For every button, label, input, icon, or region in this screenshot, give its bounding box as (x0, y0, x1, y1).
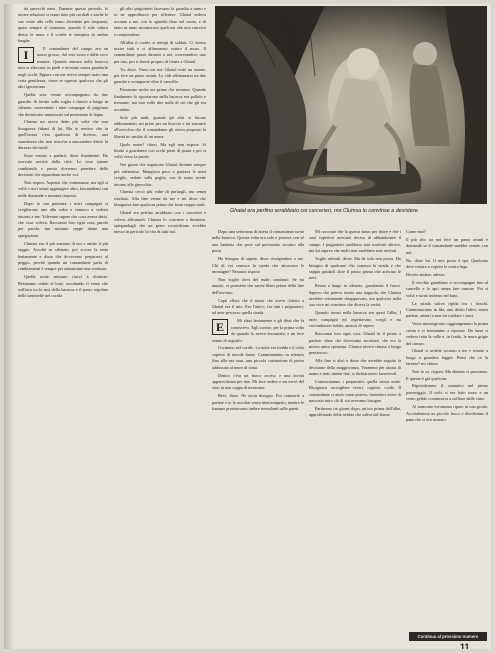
article-paragraph (18, 274, 108, 300)
article-paragraph (212, 318, 304, 344)
drop-cap-letter: E (212, 319, 228, 335)
article-paragraph (309, 379, 401, 405)
article-paragraph (406, 258, 488, 271)
paragraph-text: da parecchi mesi. Durante questo periodo, le nostre relazioni si erano fatte più cordiali e anche le sue visite alla cella erano diventate più frequenti, quasi sempre al tramonto, quando il sole calava dietro le mura e il cortile si riempiva di ombre lunghe. (18, 6, 108, 44)
article-paragraph (406, 229, 488, 235)
article-paragraph (212, 229, 304, 255)
paragraph-text: Il più alto tra noi fece un passo avanti e domandò se il comandante sarebbe venuto con noi. (406, 236, 488, 255)
article-paragraph (18, 6, 108, 44)
drop-cap-letter: I (18, 47, 34, 63)
paragraph-text: La strada saliva ripida tra i boschi. Camminavamo in fila, uno dietro l'altro, senza parlare, attenti a non far rotolare i sassi. (406, 300, 488, 319)
article-paragraph (18, 241, 108, 273)
story-illustration (215, 6, 487, 204)
paragraph-text: Il comandante del campo era un uomo grosso, dal viso rosso e dalla voce tonante. Quando entrava nella baracca tutti si alzavano in piedi e nessuno osava guardarlo negli occhi. Eppure con me aveva sempre usato una certa gentilezza, come se sapesse qualcosa che gli altri ignoravano. (18, 45, 108, 90)
article-paragraph (309, 358, 401, 377)
paragraph-text: Mi raccontò che la guerra stava per finire e che i suoi superiori avevano deciso di abbandonare il campo. I prigionieri sarebbero stati trasferiti altrove, ma lui sapeva che molti non sarebbero mai arrivati. (309, 229, 401, 254)
article-paragraph (114, 87, 206, 113)
text-column-4 (309, 229, 401, 642)
paragraph-text: Quella sera venne accompagnato da due guardie. Si fermò sulla soglia e rimase a lungo in silenzio, osservando i miei compagni di prigionia che dormivano ammassati sul pavimento di legno. (18, 92, 108, 117)
article-paragraph (18, 46, 108, 91)
article-paragraph (406, 321, 488, 347)
illustration-caption: Ghatal era perfino arrabbiato coi carcerieri, ma Clumsa lo convinse a desistere. (230, 208, 420, 214)
article-paragraph (114, 40, 206, 66)
paragraph-text: Uscimmo nel cortile. La notte era fredda e il cielo coperto di nuvole basse. Camminammo in silenzio fino alla sua casa, una piccola costruzione di pietra addossata al muro di cinta. (212, 345, 304, 370)
paragraph-text: Il vecchio guardiano ci accompagnò fino al cancello e lo aprì senza fare rumore. Poi si voltò e tornò indietro nel buio. (406, 279, 488, 298)
paragraph-text: Capii allora che il nome che aveva chiesto a Ghatal era il mio. Ero l'unico, fra tutti i prigionieri, ad aver percorso quella strada. (212, 297, 304, 316)
paragraph-text: Quale nome? chiesi. Ma egli non rispose. Si limitò a guardarmi con occhi pieni di paura e poi si voltò verso la parete. (114, 141, 206, 160)
paragraph-text: Voglio salvarli, disse. Ma da solo non posso. Ho bisogno di qualcuno che conosca la strada e che sappia guidarli oltre il passo prima che arrivino le nevi. (309, 256, 401, 281)
article-paragraph (406, 348, 488, 367)
article-paragraph (114, 162, 206, 188)
paragraph-text: All'alba il cortile si riempì di soldati. Ci fecero uscire tutti e ci allinearono contro il muro. Il comandante passò davanti a noi, osservandoci uno per uno, poi si fermò proprio di fronte a Ghatal. (114, 39, 206, 64)
cave-scene-image (215, 6, 487, 204)
article-paragraph (406, 237, 488, 256)
paragraph-text: Quella notte nessuno riuscì a dormire. Restammo seduti al buio, ascoltando il vento che soffiava tra le assi della baracca e il passo regolare delle sentinelle nel cortile. (18, 274, 108, 299)
paragraph-text: Tu, disse. Vieni con me. Ghatal esitò un istante, poi fece un passo avanti. Lo vidi allontanarsi tra due guardie e scomparire oltre il cancello. (114, 66, 206, 85)
article-paragraph (114, 189, 206, 208)
paragraph-text: Dovete andare, adesso. (406, 271, 446, 277)
article-paragraph (212, 277, 304, 296)
paragraph-text: Non voglio farvi del male, continuò. Se mi aiutate, vi prometto che sarete liberi prima della fine dell'inverno. (212, 276, 304, 295)
article-paragraph (406, 301, 488, 320)
article-paragraph (18, 153, 108, 179)
article-paragraph (406, 272, 488, 278)
article-paragraph (114, 6, 206, 38)
paragraph-text: gli altri prigionieri facevano la guardia a turno e io ne approfittavo per riflettere. Ghatal sedeva accanto a me, con lo sguardo fisso nel vuoto, e di tanto in tanto mormorava qualcosa che non riuscivo a comprendere. (114, 6, 206, 37)
paragraph-text: Al tramonto trovammo riparo in una grotta. Accendemmo un piccolo fuoco e dividemmo il pane che ci era rimasto. (406, 404, 488, 422)
article-paragraph (406, 280, 488, 299)
text-column-3 (212, 229, 304, 642)
paragraph-text: Ghatal si sedette accanto a me e rimase a lungo a guardare laggiù. Pensi che ce la faremo? mi chiese. (406, 348, 488, 367)
paragraph-text: Bevi, disse. Ne avrai bisogno. Poi cominciò a parlare e io lo ascoltai senza interromperlo, mentre le fiamme proiettavano ombre tremolanti sulle pareti. (212, 393, 304, 412)
article-paragraph (114, 210, 206, 236)
paragraph-text: Clumsa mi aveva detto più volte che non bisognava fidarsi di lui. Ma io sentivo che in quell'uomo c'era qualcosa di diverso, una stanchezza che non riusciva a nascondere dietro la durezza dei modi. (18, 119, 108, 151)
paragraph-text: Ghatal era perfino arrabbiato con i carcerieri e voleva affrontarli. Clumsa lo convinse a desistere, spiegandogli che un gesto sconsiderato avrebbe messo in pericolo la vita di tutti noi. (114, 210, 206, 235)
article-paragraph (212, 256, 304, 275)
article-paragraph (18, 92, 108, 118)
article-paragraph (212, 373, 304, 392)
paragraph-text: Non risposi. Aspettai che continuasse, ma egli si voltò e uscì senza aggiungere altro, lasciandomi con mille domande e nessuna risposta. (18, 180, 108, 198)
paragraph-text: Restai a lungo in silenzio, guardando il fuoco. Sapevo che poteva essere una trappola, che Clumsa avrebbe certamente disapprovato, ma qualcosa nella sua voce mi convinse che diceva la verità. (309, 283, 401, 308)
article-paragraph (406, 404, 488, 423)
article-paragraph (18, 180, 108, 199)
paragraph-text: Dopo la sua partenza i miei compagni si svegliarono uno alla volta e vennero a sedersi intorno a me. Volevano sapere che cosa aveva detto, che cosa voleva. Raccontai loro ogni cosa, parola per parola, ma nessuno seppe darne una spiegazione. (18, 200, 108, 238)
article-paragraph (212, 345, 304, 371)
paragraph-text: Riprendemmo il cammino nel primo pomeriggio. Il cielo si era fatto scuro e un vento gelido cominciava a soffiare dalle cime. (406, 383, 488, 402)
continued-banner: Continua al prossimo numero (409, 632, 487, 641)
page-number: 11 (460, 642, 470, 649)
paragraph-text: Solo più tardi, quando gli altri si furono addormentati, mi prese per un braccio e mi sussurrò all'orecchio che il comandante gli aveva proposto la libertà in cambio di un nome. (114, 114, 206, 139)
article-paragraph (406, 383, 488, 402)
paragraph-text: Quando tornai nella baracca era quasi l'alba. I miei compagni mi aspettavano svegli e mi circondarono subito, ansiosi di sapere. (309, 310, 401, 329)
article-paragraph (212, 298, 304, 317)
text-column-1 (18, 6, 108, 642)
paragraph-text: Clumsa era il più anziano di noi e anche il più saggio. Ascoltò in silenzio, poi scosse la testa lentamente e disse che dovevamo prepararci al peggio, perché quando un comandante parla di cambiamenti è sempre per annunciare una sventura. (18, 240, 108, 272)
paragraph-text: Alla fine si alzò e disse che avrebbe seguito la decisione della maggioranza. Votammo per alzata di mano e tutti, tranne due, si dichiararono favorevoli. (309, 358, 401, 377)
paragraph-text: Sono venuto a parlarti, disse finalmente. Ho ricevuto notizie dalla città. Le cose stanno cambiando e presto dovremo prendere delle decisioni che riguardano anche voi. (18, 152, 108, 178)
magazine-page (4, 4, 491, 649)
paragraph-text: Nei giorni che seguirono Ghatal divenne sempre più silenzioso. Mangiava poco e passava le notti sveglio, seduto sulla paglia, con le mani strette intorno alle ginocchia. (114, 162, 206, 187)
article-paragraph (114, 67, 206, 86)
article-paragraph (114, 115, 206, 141)
text-column-2 (114, 6, 206, 642)
paragraph-text: Mi alzai lentamente e gli dissi che la conoscevo. Egli sorrise, per la prima volta da quando lo avevo incontrato, e mi fece cenno di seguirlo. (212, 318, 304, 343)
article-paragraph (309, 256, 401, 282)
paragraph-text: Dopo una settimana di attesa il comandante tornò nella baracca. Questa volta era solo e portava con sé una lanterna che posò sul pavimento accanto alla porta. (212, 229, 304, 254)
article-paragraph (406, 369, 488, 382)
article-paragraph (309, 283, 401, 309)
paragraph-text: Partimmo tre giorni dopo, un'ora prima dell'alba, approfittando della nebbia che saliva dal fiume. (309, 406, 401, 418)
paragraph-text: Come mai? (406, 229, 426, 234)
text-column-5 (406, 229, 488, 642)
paragraph-text: Ho bisogno di sapere, disse rivolgendosi a me. Chi di voi conosce la strada che attraversa le montagne? Nessuno rispose. (212, 256, 304, 274)
paragraph-text: Dentro c'era un fuoco acceso e una tavola apparecchiata per due. Mi fece sedere e mi versò del vino in una coppa di terracotta. (212, 372, 304, 391)
paragraph-text: Clumsa cercò più volte di parlargli, ma senza risultato. Alla fine venne da me e mi disse che bisognava fare qualcosa prima che fosse troppo tardi. (114, 189, 206, 208)
paragraph-text: Passarono molte ore prima che tornasse. Quando finalmente lo riportarono nella baracca era pallido e tremante, ma non volle dire nulla di ciò che gli era accaduto. (114, 87, 206, 112)
paragraph-text: Verso mezzogiorno raggiungemmo la prima cresta e ci fermammo a riposare. Da lassù si vedeva tutta la valle e, in fondo, le mura grigie del campo. (406, 321, 488, 346)
article-paragraph (114, 142, 206, 161)
paragraph-text: Raccontai loro ogni cosa. Ghatal fu il primo a parlare: disse che dovevamo accettare, che era la nostra unica speranza. Clumsa invece rimase a lungo pensieroso. (309, 331, 401, 356)
paragraph-text: Non lo so, risposi. Ma almeno ci proviamo. E questo è già qualcosa. (406, 369, 488, 381)
paragraph-text: Cominciammo i preparativi quella stessa notte. Bisognava raccogliere viveri, coperte, corde. Il comandante ci aiutò come poteva, facendoci avere di nascosto tutto ciò di cui avevamo bisogno. (309, 378, 401, 404)
binding-shadow (4, 4, 14, 649)
article-paragraph (18, 201, 108, 239)
paragraph-text: No, disse lui. Il mio posto è qui. Qualcuno deve restare a coprire la vostra fuga. (406, 257, 488, 270)
article-paragraph (309, 406, 401, 419)
article-paragraph (309, 229, 401, 255)
article-paragraph (18, 119, 108, 151)
article-paragraph (309, 310, 401, 329)
article-paragraph (309, 331, 401, 357)
article-paragraph (212, 393, 304, 412)
